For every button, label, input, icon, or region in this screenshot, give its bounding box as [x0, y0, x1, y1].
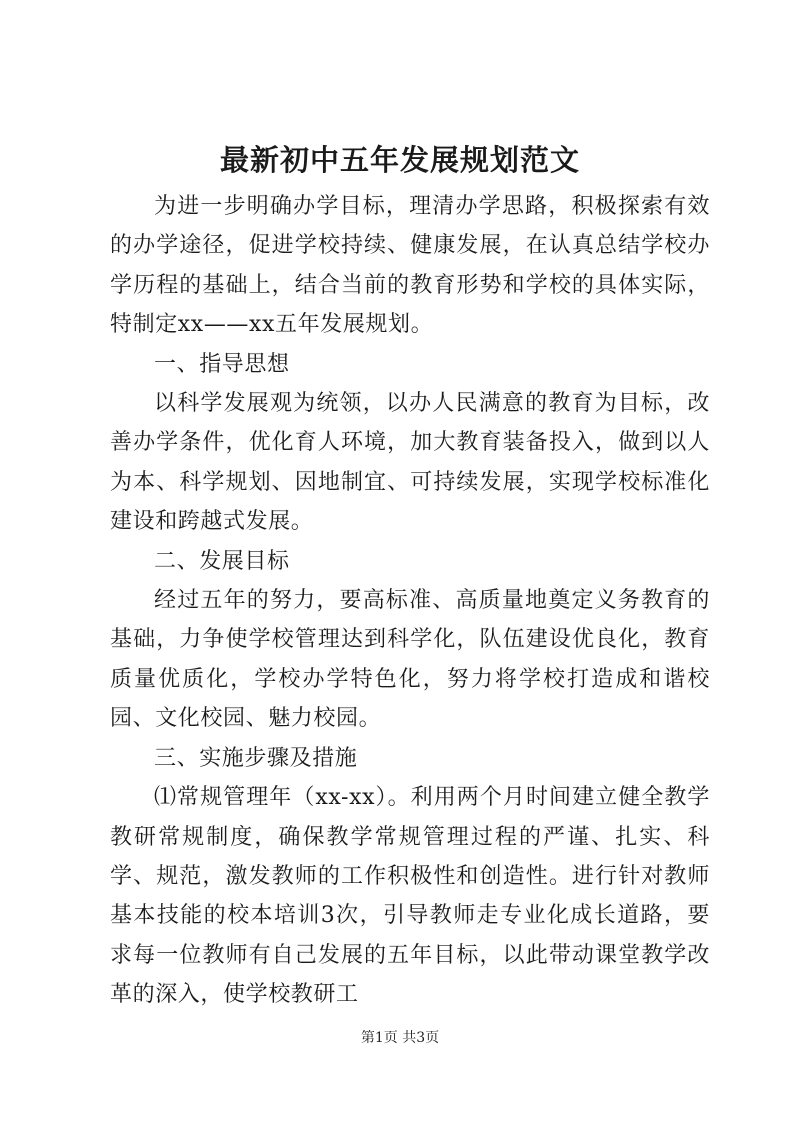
guiding-thought-paragraph: 以科学发展观为统领，以办人民满意的教育为目标，改善办学条件，优化育人环境，加大教育装备投入，做到以人为本、科学规划、因地制宜、可持续发展，实现学校标准化建设和跨越式发展。	[110, 391, 710, 535]
section-heading-development-goals: 二、发展目标	[154, 548, 290, 574]
intro-paragraph: 为进一步明确办学目标，理清办学思路，积极探索有效的办学途径，促进学校持续、健康发展，在认真总结学校办学历程的基础上，结合当前的教育形势和学校的具体实际，特制定xx——xx五年发展规划。	[110, 194, 710, 338]
section-heading-implementation: 三、实施步骤及措施	[154, 745, 358, 771]
section-heading-guiding-thought: 一、指导思想	[154, 351, 290, 377]
development-goals-paragraph: 经过五年的努力，要高标准、高质量地奠定义务教育的基础，力争使学校管理达到科学化，队伍建设优良化，教育质量优质化，学校办学特色化，努力将学校打造成和谐校园、文化校园、魅力校园。	[110, 588, 710, 732]
document-body	[110, 187, 710, 1015]
document-title: 最新初中五年发展规划范文	[219, 143, 580, 177]
implementation-paragraph: ⑴常规管理年（xx-xx）。利用两个月时间建立健全教学教研常规制度，确保教学常规管理过程的严谨、扎实、科学、规范，激发教师的工作积极性和创造性。进行针对教师基本技能的校本培训3次，引导教师走专业化成长道路，要求每一位教师有自己发展的五年目标，以此带动课堂教学改革的深入，使学校教研工	[110, 785, 710, 1008]
page-footer: 第1页 共3页	[360, 1030, 440, 1046]
